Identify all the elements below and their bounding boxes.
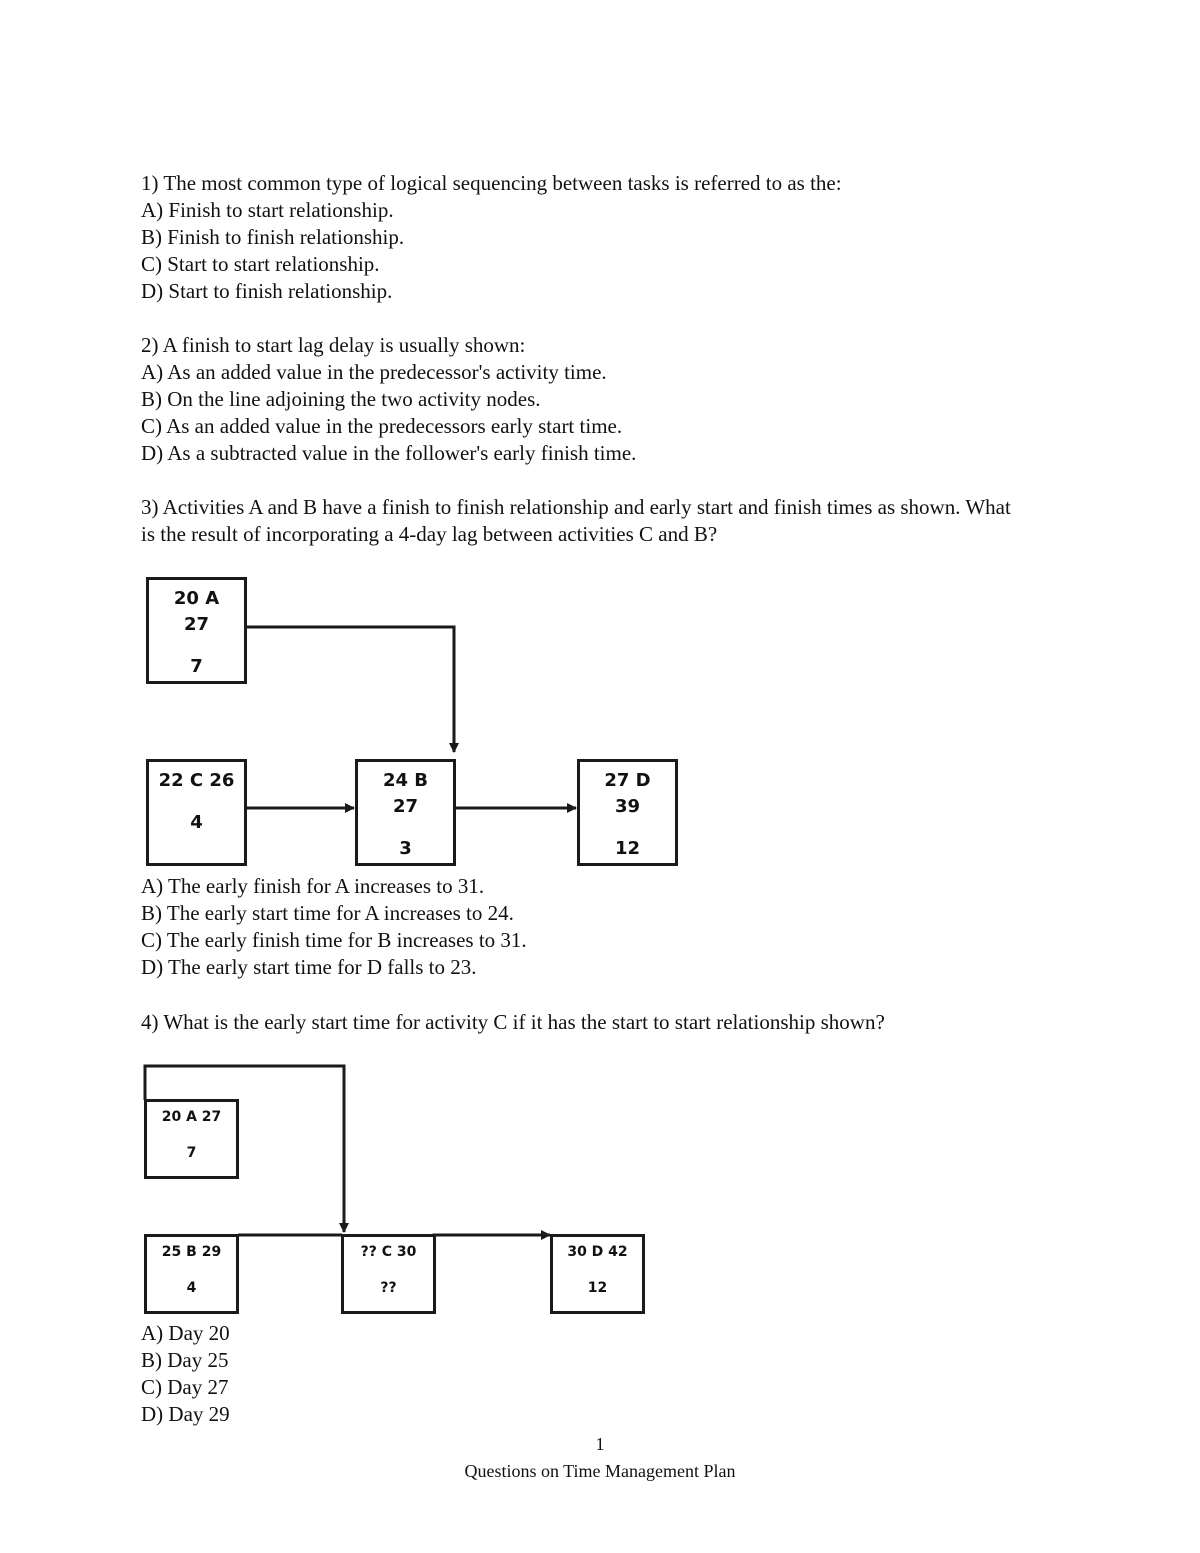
node2-d-line1: 30 D 42 <box>567 1244 628 1260</box>
node2-activity-c <box>341 1234 436 1314</box>
node-activity-c <box>146 759 247 866</box>
node-d-line1: 27 D <box>604 770 651 791</box>
arrow-a-to-b <box>246 627 454 752</box>
node-d-line2: 39 <box>614 796 641 817</box>
question-3-option-a: A) The early finish for A increases to 31. <box>141 874 485 898</box>
node2-a-line2: 7 <box>186 1145 197 1161</box>
node2-activity-a <box>144 1099 239 1179</box>
question-1-option-c: C) Start to start relationship. <box>141 252 380 276</box>
question-2-stem: 2) A finish to start lag delay is usually shown: <box>141 333 526 357</box>
question-2-option-a: A) As an added value in the predecessor's activity time. <box>141 360 607 384</box>
question-4-options <box>141 1320 230 1428</box>
question-4-option-c: C) Day 27 <box>141 1375 229 1399</box>
node-c-line1: 22 C 26 <box>158 770 235 791</box>
node-d-line3: 12 <box>614 838 641 859</box>
node2-activity-b <box>144 1234 239 1314</box>
node-b-line1: 24 B <box>382 770 429 791</box>
question-4 <box>141 1009 885 1036</box>
question-1-option-a: A) Finish to start relationship. <box>141 198 394 222</box>
page-number: 1 <box>595 1434 605 1454</box>
question-1-option-d: D) Start to finish relationship. <box>141 279 393 303</box>
question-4-stem: 4) What is the early start time for activity C if it has the start to start relationship shown? <box>141 1010 885 1034</box>
node2-b-line1: 25 B 29 <box>161 1244 222 1260</box>
footer-title: Questions on Time Management Plan <box>464 1461 736 1481</box>
node-a-line1: 20 A <box>173 588 220 609</box>
question-4-option-d: D) Day 29 <box>141 1402 230 1426</box>
question-4-option-b: B) Day 25 <box>141 1348 229 1372</box>
question-1-stem: 1) The most common type of logical sequencing between tasks is referred to as the: <box>141 171 842 195</box>
question-3-option-b: B) The early start time for A increases to 24. <box>141 901 514 925</box>
arrow-c-to-d <box>434 1235 550 1237</box>
question-2-option-b: B) On the line adjoining the two activity nodes. <box>141 387 541 411</box>
node-b-line2: 27 <box>392 796 419 817</box>
node2-c-line2: ?? <box>380 1280 397 1296</box>
node2-b-line2: 4 <box>186 1280 197 1296</box>
node2-d-line2: 12 <box>587 1280 608 1296</box>
node-c-line2: 4 <box>190 812 203 833</box>
node2-activity-d <box>550 1234 645 1314</box>
node2-a-line1: 20 A 27 <box>161 1109 222 1125</box>
node-a-line3: 7 <box>190 656 203 677</box>
node-activity-d <box>577 759 678 866</box>
node-activity-b <box>355 759 456 866</box>
question-3-stem: 3) Activities A and B have a finish to finish relationship and early start and finish times as shown. What is the result of incorporating a 4-day lag between activities C and B? <box>141 495 1011 546</box>
node2-c-line1: ?? C 30 <box>360 1244 417 1260</box>
question-2-option-c: C) As an added value in the predecessors early start time. <box>141 414 623 438</box>
question-3-option-d: D) The early start time for D falls to 23. <box>141 955 477 979</box>
node-b-line3: 3 <box>399 838 412 859</box>
question-1-option-b: B) Finish to finish relationship. <box>141 225 405 249</box>
node-a-line2: 27 <box>183 614 210 635</box>
question-2-option-d: D) As a subtracted value in the follower's early finish time. <box>141 441 637 465</box>
node-activity-a <box>146 577 247 684</box>
question-3-option-c: C) The early finish time for B increases to 31. <box>141 928 527 952</box>
question-4-option-a: A) Day 20 <box>141 1321 230 1345</box>
question-3-options <box>141 873 527 981</box>
